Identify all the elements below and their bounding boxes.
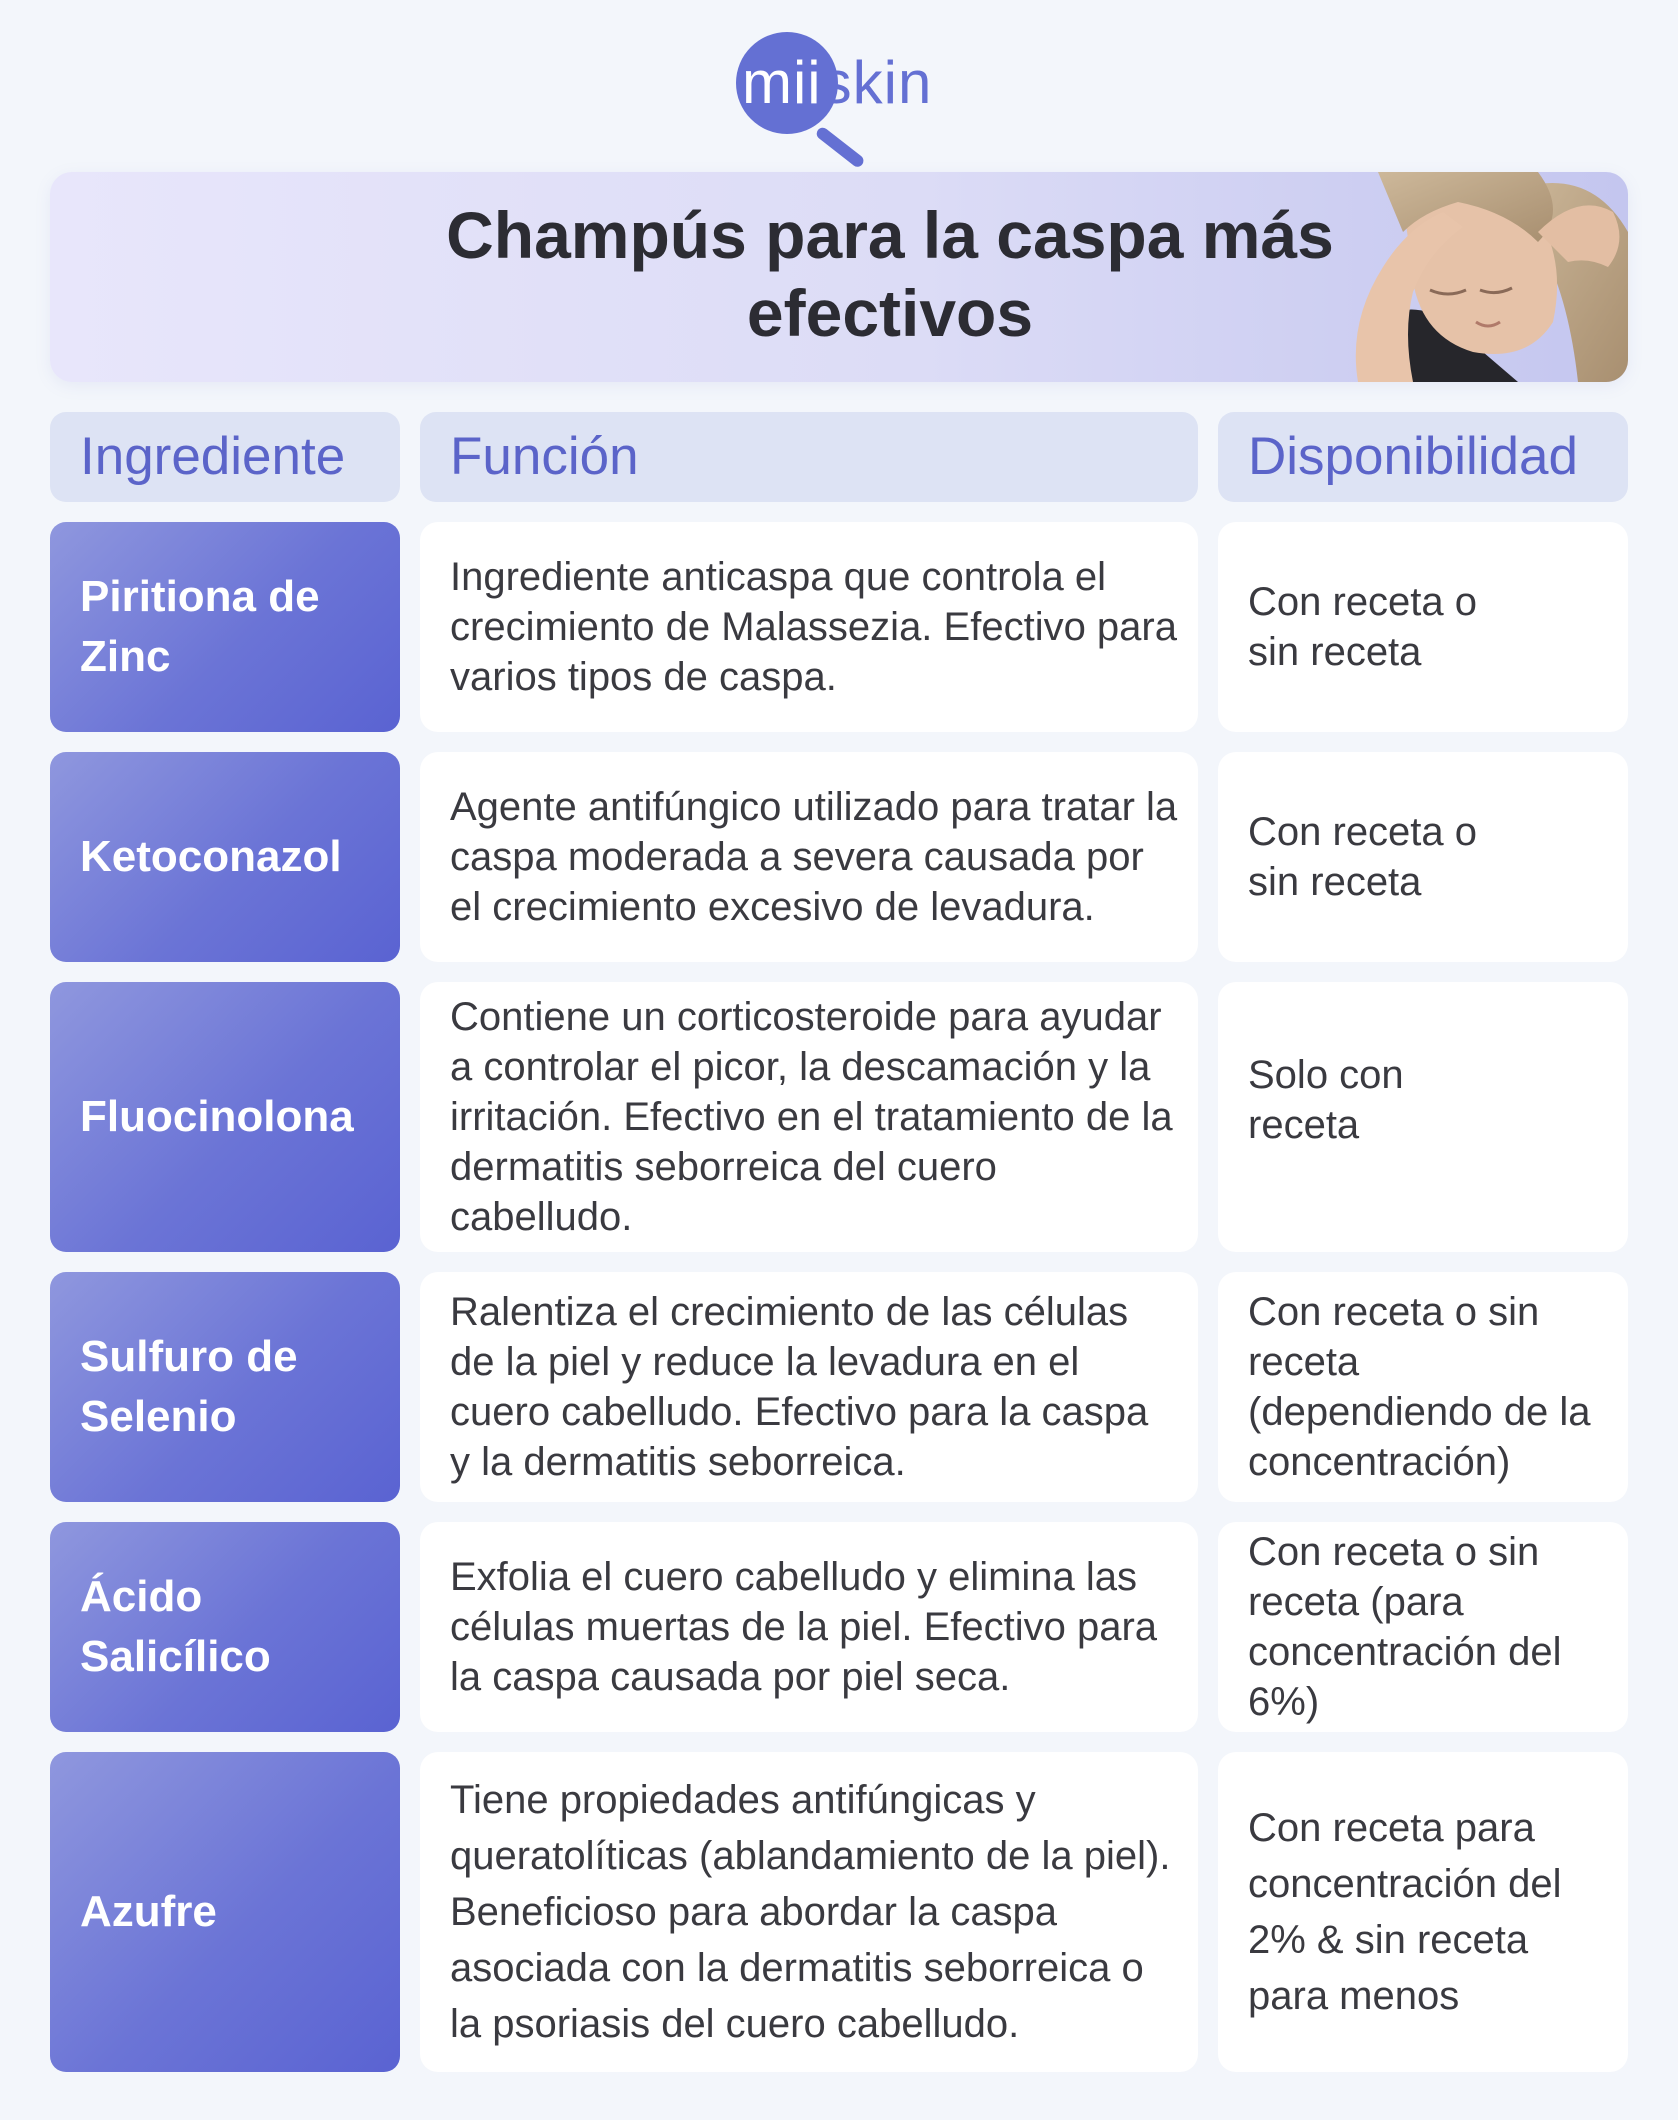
ingredient-name: Ketoconazol (80, 832, 342, 881)
ingredient-cell (50, 1752, 400, 2072)
availability-text: Con receta o sin receta (dependiendo de la concentración) (1248, 1290, 1591, 1484)
logo-text-mii: mii (742, 49, 822, 116)
ingredient-name: Fluocinolona (80, 1092, 354, 1141)
function-cell (420, 982, 1198, 1252)
woman-scratching-head-illustration (1208, 172, 1628, 382)
function-cell (420, 752, 1198, 962)
function-text: Agente antifúngico utilizado para tratar la caspa moderada a severa causada por el crecimiento excesivo de levadura. (450, 785, 1178, 929)
ingredient-name: Sulfuro de Selenio (80, 1332, 298, 1441)
title-banner (50, 172, 1628, 382)
logo-text-skin: skin (821, 49, 933, 116)
header-ingredient: Ingrediente (50, 412, 400, 502)
availability-text: Con receta o sin receta (1248, 580, 1478, 674)
availability-cell (1218, 982, 1628, 1252)
ingredient-cell (50, 982, 400, 1252)
ingredient-cell (50, 1522, 400, 1732)
miiskin-logo (736, 30, 936, 150)
ingredient-cell (50, 522, 400, 732)
function-text: Exfolia el cuero cabelludo y elimina las células muertas de la piel. Efectivo para la caspa causada por piel seca. (450, 1555, 1158, 1699)
function-text: Ingrediente anticaspa que controla el crecimiento de Malassezia. Efectivo para varios tipos de caspa. (450, 555, 1177, 699)
function-cell (420, 1752, 1198, 2072)
function-text: Ralentiza el crecimiento de las células de la piel y reduce la levadura en el cuero cabelludo. Efectivo para la caspa y la dermatitis seborreica. (450, 1290, 1149, 1484)
availability-cell (1218, 1272, 1628, 1502)
function-cell (420, 1522, 1198, 1732)
magnifier-handle-icon (814, 125, 866, 169)
logo-wordmark (742, 48, 932, 118)
ingredient-cell (50, 752, 400, 962)
header-function: Función (420, 412, 1198, 502)
function-cell (420, 1272, 1198, 1502)
ingredient-name: Piritiona de Zinc (80, 572, 320, 681)
ingredient-name: Ácido Salicílico (80, 1572, 271, 1681)
availability-cell (1218, 752, 1628, 962)
page-title: Champús para la caspa más efectivos (446, 198, 1334, 350)
availability-cell (1218, 522, 1628, 732)
ingredient-cell (50, 1272, 400, 1502)
availability-text: Solo con receta (1248, 1053, 1404, 1147)
availability-cell (1218, 1752, 1628, 2072)
function-text: Contiene un corticosteroide para ayudar a controlar el picor, la descamación y la irritación. Efectivo en el tratamiento de la dermatitis seborreica del cuero cabelludo. (450, 995, 1173, 1239)
function-cell (420, 522, 1198, 732)
function-text: Tiene propiedades antifúngicas y queratolíticas (ablandamiento de la piel). Beneficioso para abordar la caspa asociada con la dermatitis seborreica o la psoriasis del cuero cabelludo. (450, 1778, 1171, 2046)
header-availability: Disponibilidad (1218, 412, 1628, 502)
availability-text: Con receta o sin receta (para concentración del 6%) (1248, 1530, 1562, 1724)
ingredient-name: Azufre (80, 1887, 217, 1936)
availability-cell (1218, 1522, 1628, 1732)
availability-text: Con receta para concentración del 2% & sin receta para menos (1248, 1806, 1562, 2018)
availability-text: Con receta o sin receta (1248, 810, 1478, 904)
